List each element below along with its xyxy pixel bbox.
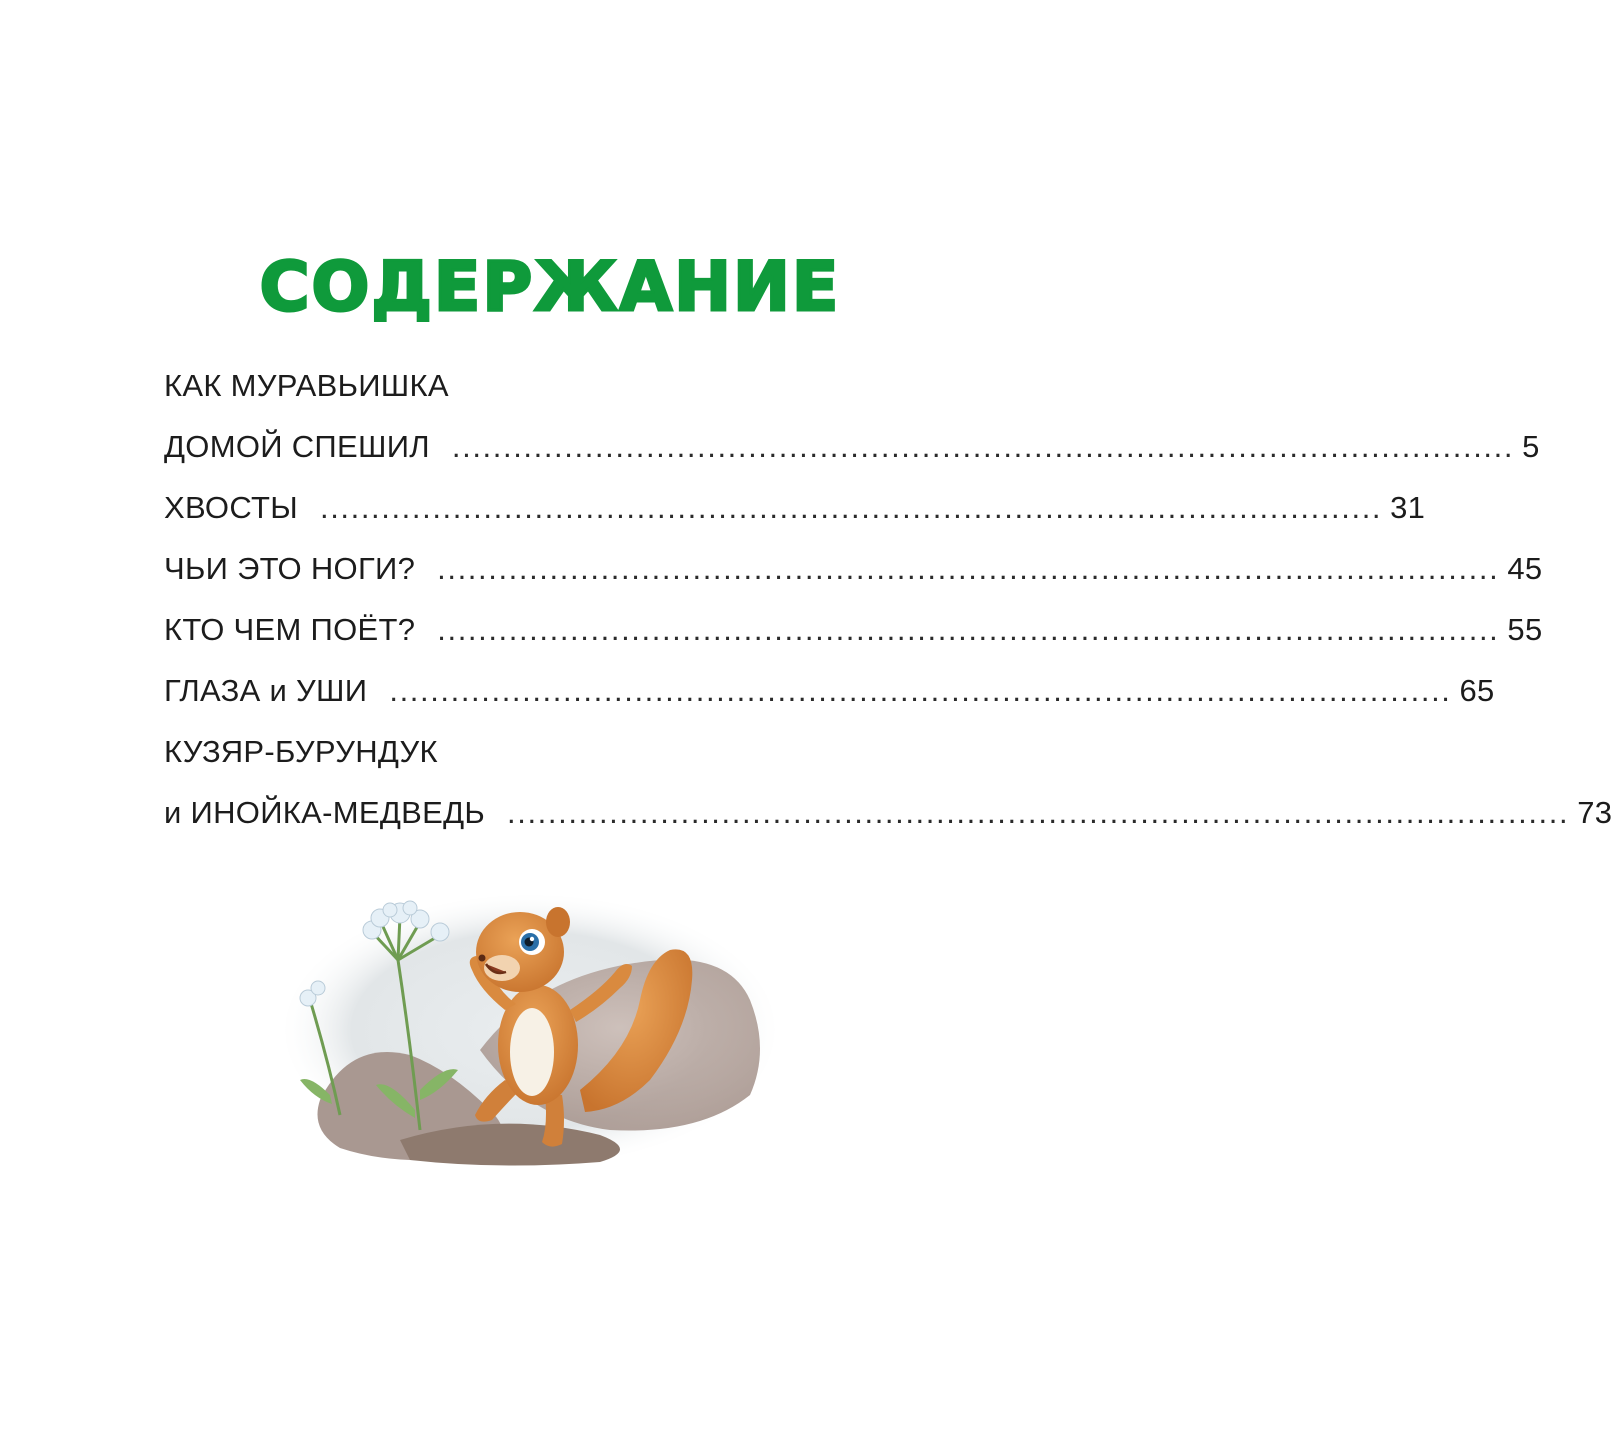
toc-entry-label: и ИНОЙКА-МЕДВЕДЬ bbox=[164, 795, 486, 830]
toc-entry-label: КУЗЯР-БУРУНДУК bbox=[164, 734, 438, 769]
toc-page-number: 65 bbox=[1459, 673, 1495, 708]
toc-entry[interactable] bbox=[164, 599, 1543, 660]
chipmunk-eye-highlight bbox=[530, 937, 534, 941]
toc-entry-title-line bbox=[164, 355, 884, 416]
toc-page-number: 45 bbox=[1507, 551, 1543, 586]
chipmunk-nose bbox=[479, 955, 486, 962]
toc-entry[interactable] bbox=[164, 538, 1543, 599]
toc-entry-label: ДОМОЙ СПЕШИЛ bbox=[164, 429, 430, 464]
toc-entry[interactable] bbox=[164, 416, 1540, 477]
toc-entry-label: ГЛАЗА и УШИ bbox=[164, 673, 368, 708]
toc-entry-label: КТО ЧЕМ ПОЁТ? bbox=[164, 612, 416, 647]
chipmunk-ear bbox=[546, 907, 570, 937]
toc-dot-leader: ........................................................................................................ bbox=[507, 795, 1570, 830]
toc-entry-label: ЧЬИ ЭТО НОГИ? bbox=[164, 551, 416, 586]
chipmunk-belly bbox=[510, 1008, 554, 1096]
toc-page-number: 55 bbox=[1507, 612, 1543, 647]
chipmunk-illustration bbox=[280, 880, 780, 1170]
table-of-contents bbox=[164, 355, 1612, 843]
toc-dot-leader: ........................................................................................................ bbox=[451, 429, 1515, 464]
toc-dot-leader: ........................................................................................................ bbox=[437, 551, 1500, 586]
toc-entry-label: КАК МУРАВЬИШКА bbox=[164, 368, 449, 403]
toc-page-number: 5 bbox=[1522, 429, 1540, 464]
page-title: СОДЕРЖАНИЕ bbox=[259, 247, 841, 327]
toc-dot-leader: ........................................................................................................ bbox=[437, 612, 1500, 647]
toc-entry[interactable] bbox=[164, 660, 1495, 721]
toc-dot-leader: ........................................................................................................ bbox=[319, 490, 1383, 525]
toc-entry-title-line bbox=[164, 721, 884, 782]
toc-entry[interactable] bbox=[164, 782, 1612, 843]
toc-dot-leader: ........................................................................................................ bbox=[389, 673, 1452, 708]
toc-entry[interactable] bbox=[164, 477, 1426, 538]
toc-page-number: 31 bbox=[1390, 490, 1426, 525]
toc-page-number: 73 bbox=[1577, 795, 1612, 830]
toc-entry-label: ХВОСТЫ bbox=[164, 490, 298, 525]
